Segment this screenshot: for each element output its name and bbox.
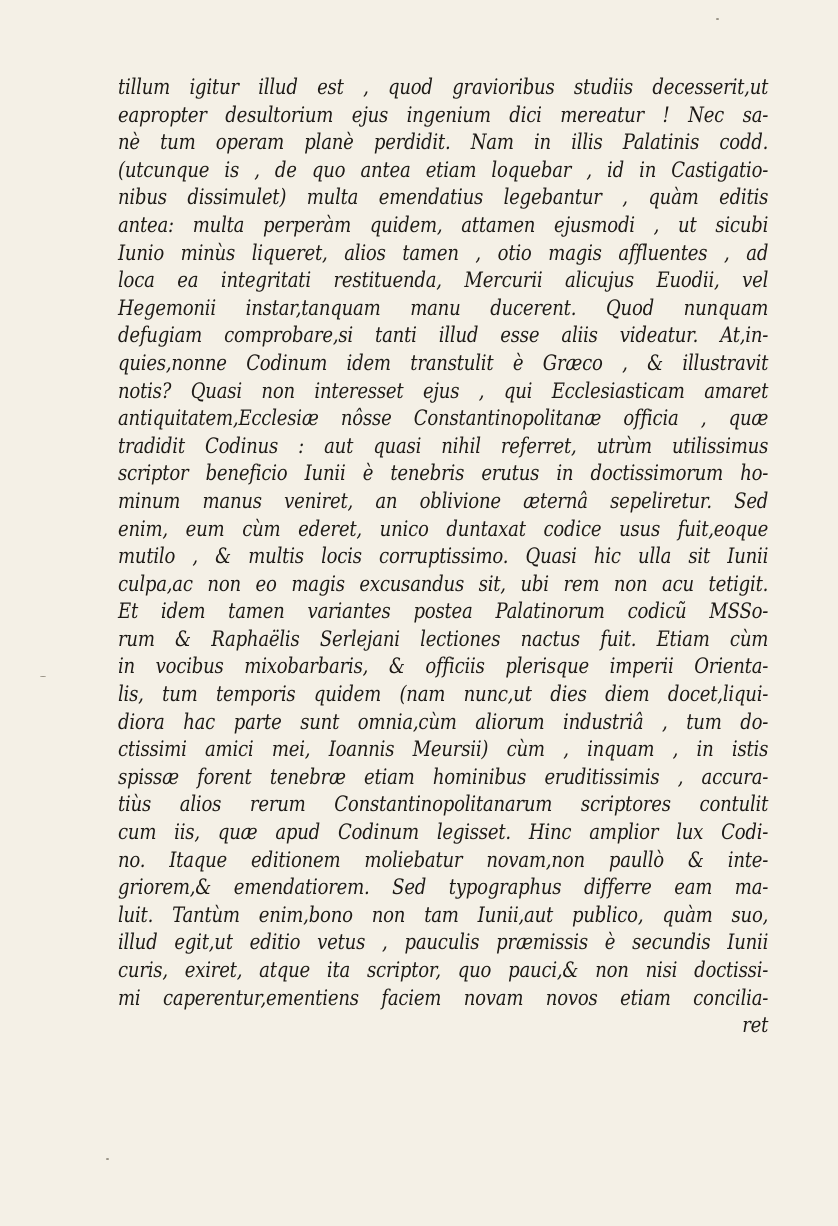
text-line: curis, exiret, atque ita scriptor, quo pauci,& non nisi doctissi-	[118, 958, 769, 982]
text-line: tillum igitur illud est , quod gravioribus studiis decesserit,ut	[118, 75, 769, 99]
text-line: eapropter desultorium ejus ingenium dici mereatur ! Nec sa-	[118, 102, 769, 127]
paper-speck	[106, 1158, 109, 1160]
text-line: (utcunque is , de quo antea etiam loquebar , id in Castigatio-	[118, 157, 769, 182]
text-line: in vocibus mixobarbaris, & officiis plerisque imperii Orienta-	[118, 654, 769, 679]
text-line: illud egit,ut editio vetus , pauculis præmissis è secundis Iunii	[118, 930, 769, 955]
text-line: cum iis, quæ apud Codinum legisset. Hinc amplior lux Codi-	[118, 820, 769, 845]
body-text	[118, 74, 768, 1040]
text-line: Iunio minùs liqueret, alios tamen , otio magis affluentes , ad	[118, 240, 769, 265]
text-line: nibus dissimulet) multa emendatius legebantur , quàm editis	[118, 185, 769, 210]
text-line: mi caperentur,ementiens faciem novam novos etiam concilia-	[118, 985, 769, 1010]
text-line: rum & Raphaëlis Serlejani lectiones nactus fuit. Etiam cùm	[118, 626, 769, 651]
text-line: antea: multa perperàm quidem, attamen ejusmodi , ut sicubi	[118, 212, 769, 237]
text-line: antiquitatem,Ecclesiæ nôsse Constantinopolitanæ officia , quæ	[118, 406, 769, 431]
text-line: mutilo , & multis locis corruptissimo. Quasi hic ulla sit Iunii	[118, 544, 769, 569]
text-line: griorem,& emendatiorem. Sed typographus differre eam ma-	[118, 875, 769, 900]
text-line: tiùs alios rerum Constantinopolitanarum scriptores contulit	[118, 792, 769, 817]
text-line: luit. Tantùm enim,bono non tam Iunii,aut publico, quàm suo,	[118, 902, 769, 927]
text-line: ctissimi amici mei, Ioannis Meursii) cùm , inquam , in istis	[118, 737, 769, 762]
paper-speck	[40, 676, 46, 677]
text-line: lis, tum temporis quidem (nam nunc,ut dies diem docet,liqui-	[118, 682, 769, 707]
text-line: diora hac parte sunt omnia,cùm aliorum industriâ , tum do-	[118, 709, 769, 734]
text-line: culpa,ac non eo magis excusandus sit, ubi rem non acu tetigit.	[118, 571, 769, 596]
text-line: scriptor beneficio Iunii è tenebris erutus in doctissimorum ho-	[118, 461, 769, 486]
text-line: quies,nonne Codinum idem transtulit è Græco , & illustravit	[118, 350, 769, 375]
text-line: defugiam comprobare,si tanti illud esse aliis videatur. At,in-	[118, 323, 769, 348]
text-line: loca ea integritati restituenda, Mercurii alicujus Euodii, vel	[118, 268, 769, 293]
text-line: notis? Quasi non interesset ejus , qui Ecclesiasticam amaret	[118, 378, 769, 403]
catchword: ret	[742, 1013, 769, 1038]
text-line: nè tum operam planè perdidit. Nam in illis Palatinis codd.	[118, 130, 769, 155]
text-line: minum manus veniret, an oblivione æternâ sepeliretur. Sed	[118, 488, 769, 513]
text-line: tradidit Codinus : aut quasi nihil referret, utrùm utilissimus	[118, 433, 769, 458]
text-line: no. Itaque editionem moliebatur novam,non paullò & inte-	[118, 847, 769, 872]
paper-speck	[716, 18, 719, 20]
text-line: spissæ forent tenebræ etiam hominibus eruditissimis , accura-	[118, 764, 769, 789]
text-line: Et idem tamen variantes postea Palatinorum codicũ MSSo-	[118, 599, 769, 624]
text-line: enim, eum cùm ederet, unico duntaxat codice usus fuit,eoque	[118, 516, 769, 541]
text-line: Hegemonii instar,tanquam manu ducerent. Quod nunquam	[118, 295, 769, 320]
